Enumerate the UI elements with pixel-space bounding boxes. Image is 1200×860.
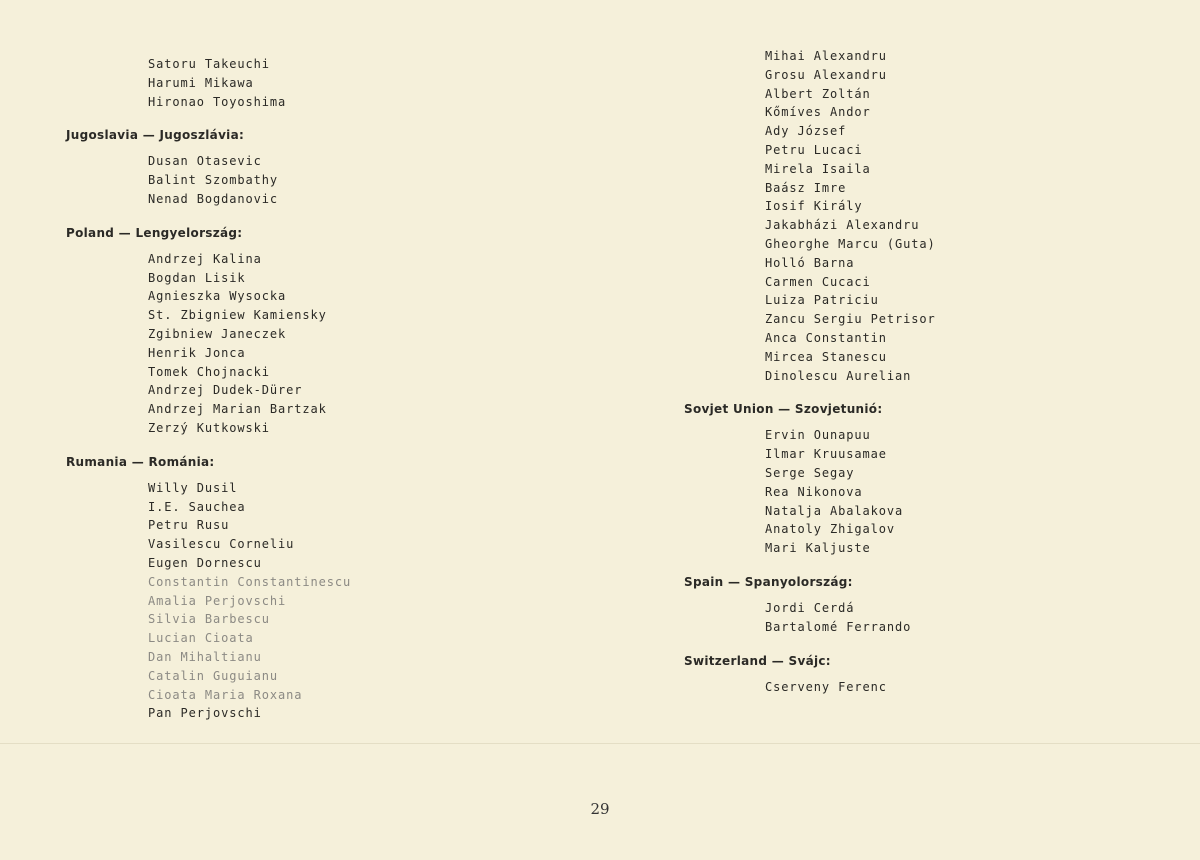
list-item: Mirela Isaila (765, 161, 871, 176)
list-item: Dinolescu Aurelian (765, 368, 912, 383)
list-item: Natalja Abalakova (765, 503, 904, 518)
list-item: Andrzej Marian Bartzak (148, 402, 327, 417)
list-item: Satoru Takeuchi (148, 57, 270, 71)
list-item: Serge Segay (765, 465, 855, 480)
list-item: Lucian Cioata (148, 631, 254, 646)
list-item: Anatoly Zhigalov (765, 522, 895, 537)
list-item: Constantin Constantinescu (148, 574, 352, 589)
list-item: Cioata Maria Roxana (148, 687, 303, 702)
list-item: Ady József (765, 124, 847, 139)
list-item: Tomek Chojnacki (148, 364, 270, 379)
list-item: Willy Dusil (148, 480, 238, 495)
list-item: Jordi Cerdá (765, 600, 855, 615)
list-item: Zancu Sergiu Petrisor (765, 312, 936, 327)
list-item: Mircea Stanescu (765, 349, 887, 364)
list-item: Andrzej Dudek-Dürer (148, 383, 303, 398)
list-item: St. Zbigniew Kamiensky (148, 308, 327, 323)
list-item: Amalia Perjovschi (148, 593, 287, 608)
names-switzerland (684, 678, 936, 697)
section-heading-soviet-union: Sovjet Union — Szovjetunió: (684, 402, 883, 417)
section-heading-yugoslavia: Jugoslavia — Jugoszlávia: (66, 128, 245, 143)
list-item: Nenad Bogdanovic (148, 191, 278, 206)
list-item: Holló Barna (765, 255, 855, 270)
list-item: Luiza Patriciu (765, 293, 879, 308)
page-number: 29 (590, 800, 610, 818)
list-item: Mari Kaljuste (765, 541, 871, 556)
list-item: Iosif Király (765, 199, 863, 214)
names-spain (684, 599, 936, 637)
list-item: Hironao Toyoshima (148, 94, 287, 109)
list-item: Eugen Dornescu (148, 555, 262, 570)
list-item: Zgibniew Janeczek (148, 326, 287, 341)
page-fold-line (0, 743, 1200, 744)
list-item: Andrzej Kalina (148, 251, 262, 266)
list-item: Rea Nikonova (765, 484, 863, 499)
list-item: Ervin Ounapuu (765, 428, 871, 443)
list-item: Baász Imre (765, 180, 847, 195)
list-item: Henrik Jonca (148, 345, 246, 360)
section-heading-spain: Spain — Spanyolország: (684, 574, 853, 589)
list-item: Albert Zoltán (765, 86, 871, 101)
list-item: Harumi Mikawa (148, 75, 254, 90)
list-item: Jakabházi Alexandru (765, 218, 920, 233)
names-yugoslavia (66, 152, 351, 208)
list-item: Bartalomé Ferrando (765, 619, 912, 634)
list-item: Dusan Otasevic (148, 154, 262, 169)
list-item: I.E. Sauchea (148, 499, 246, 514)
names-romania (66, 479, 351, 723)
list-item: Cserveny Ferenc (765, 679, 887, 694)
names-romania-continued (684, 47, 936, 385)
list-item: Petru Lucaci (765, 142, 863, 157)
list-item: Silvia Barbescu (148, 612, 270, 627)
list-item: Pan Perjovschi (148, 706, 262, 721)
list-item: Agnieszka Wysocka (148, 289, 287, 304)
list-item: Catalin Guguianu (148, 668, 278, 683)
list-item: Vasilescu Corneliu (148, 537, 295, 552)
left-column (66, 55, 351, 723)
list-item: Petru Rusu (148, 518, 230, 533)
list-item: Balint Szombathy (148, 173, 278, 188)
list-item: Ilmar Kruusamae (765, 447, 887, 462)
list-item: Mihai Alexandru (765, 49, 887, 63)
right-column (684, 47, 936, 696)
section-heading-poland: Poland — Lengyelország: (66, 225, 243, 240)
list-item: Gheorghe Marcu (Guta) (765, 236, 936, 251)
names-japan (66, 55, 351, 111)
section-heading-switzerland: Switzerland — Svájc: (684, 653, 831, 668)
names-poland (66, 250, 351, 438)
list-item: Grosu Alexandru (765, 67, 887, 82)
list-item: Dan Mihaltianu (148, 649, 262, 664)
names-soviet-union (684, 426, 936, 558)
list-item: Carmen Cucaci (765, 274, 871, 289)
list-item: Kőmíves Andor (765, 105, 871, 120)
list-item: Bogdan Lisik (148, 270, 246, 285)
list-item: Anca Constantin (765, 330, 887, 345)
section-heading-romania: Rumania — Románia: (66, 454, 215, 469)
list-item: Zerzý Kutkowski (148, 420, 270, 435)
